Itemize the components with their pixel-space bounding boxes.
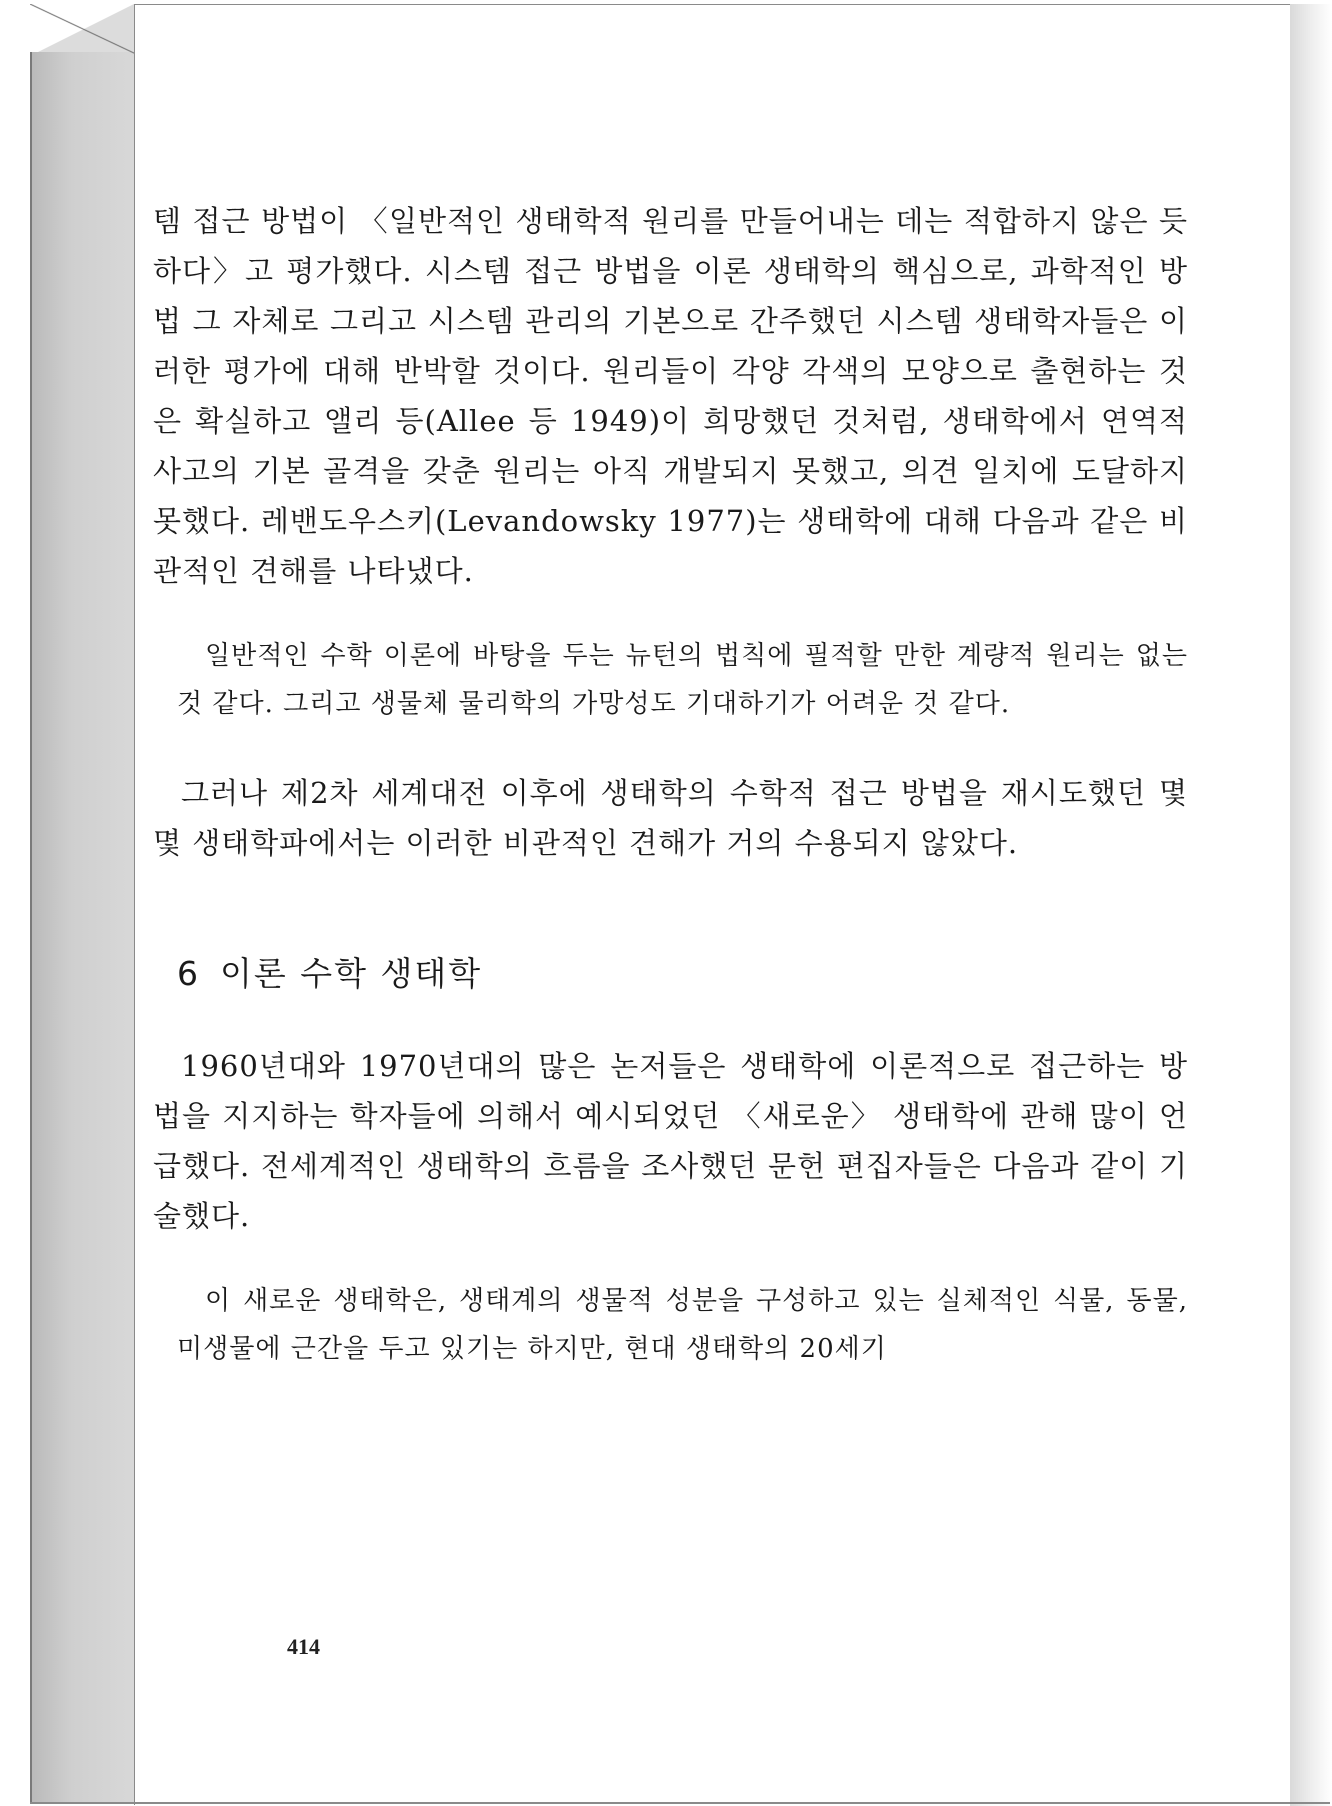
paragraph-2: 그러나 제2차 세계대전 이후에 생태학의 수학적 접근 방법을 재시도했던 몇몇 생태학파에서는 이러한 비관적인 견해가 거의 수용되지 않았다.: [153, 776, 1188, 860]
paragraph-3: 1960년대와 1970년대의 많은 논저들은 생태학에 이론적으로 접근하는 방법을 지지하는 학자들에 의해서 예시되었던 〈새로운〉 생태학에 관해 많이 언급했다. 전세계적인 생태학의 흐름을 조사했던 문헌 편집자들은 다음과 같이 기술했다.: [153, 1049, 1188, 1233]
book-spine: [30, 52, 134, 1804]
page-bottom-edge: [30, 1802, 1330, 1804]
book-spine-diagonal: [30, 4, 136, 54]
section-heading: [177, 948, 1188, 995]
paragraph-1: 템 접근 방법이 〈일반적인 생태학적 원리를 만들어내는 데는 적합하지 않은 듯하다〉고 평가했다. 시스템 접근 방법을 이론 생태학의 핵심으로, 과학적인 방법 그 자체로 그리고 시스템 관리의 기본으로 간주했던 시스템 생태학자들은 이러한 평가에 대해 반박할 것이다. 원리들이 각양 각색의 모양으로 출현하는 것은 확실하고 앨리 등(Allee 등 1949)이 희망했던 것처럼, 생태학에서 연역적 사고의 기본 골격을 갖춘 원리는 아직 개발되지 못했고, 의견 일치에 도달하지 못했다. 레밴도우스키(Levandowsky 1977)는 생태학에 대해 다음과 같은 비관적인 견해를 나타냈다.: [153, 204, 1188, 588]
book-spine-edge: [30, 52, 32, 1804]
page-right-shadow: [1290, 4, 1332, 1806]
page-number: 414: [287, 1634, 320, 1659]
block-quote-2: 이 새로운 생태학은, 생태계의 생물적 성분을 구성하고 있는 실체적인 식물, 동물, 미생물에 근간을 두고 있기는 하지만, 현대 생태학의 20세기: [177, 1286, 1188, 1364]
page-content: [153, 196, 1188, 1373]
section-title: 이론 수학 생태학: [220, 954, 483, 993]
section-number: 6: [177, 954, 200, 993]
block-quote-1: 일반적인 수학 이론에 바탕을 두는 뉴턴의 법칙에 필적할 만한 계량적 원리는 없는 것 같다. 그리고 생물체 물리학의 가망성도 기대하기가 어려운 것 같다.: [177, 641, 1188, 719]
